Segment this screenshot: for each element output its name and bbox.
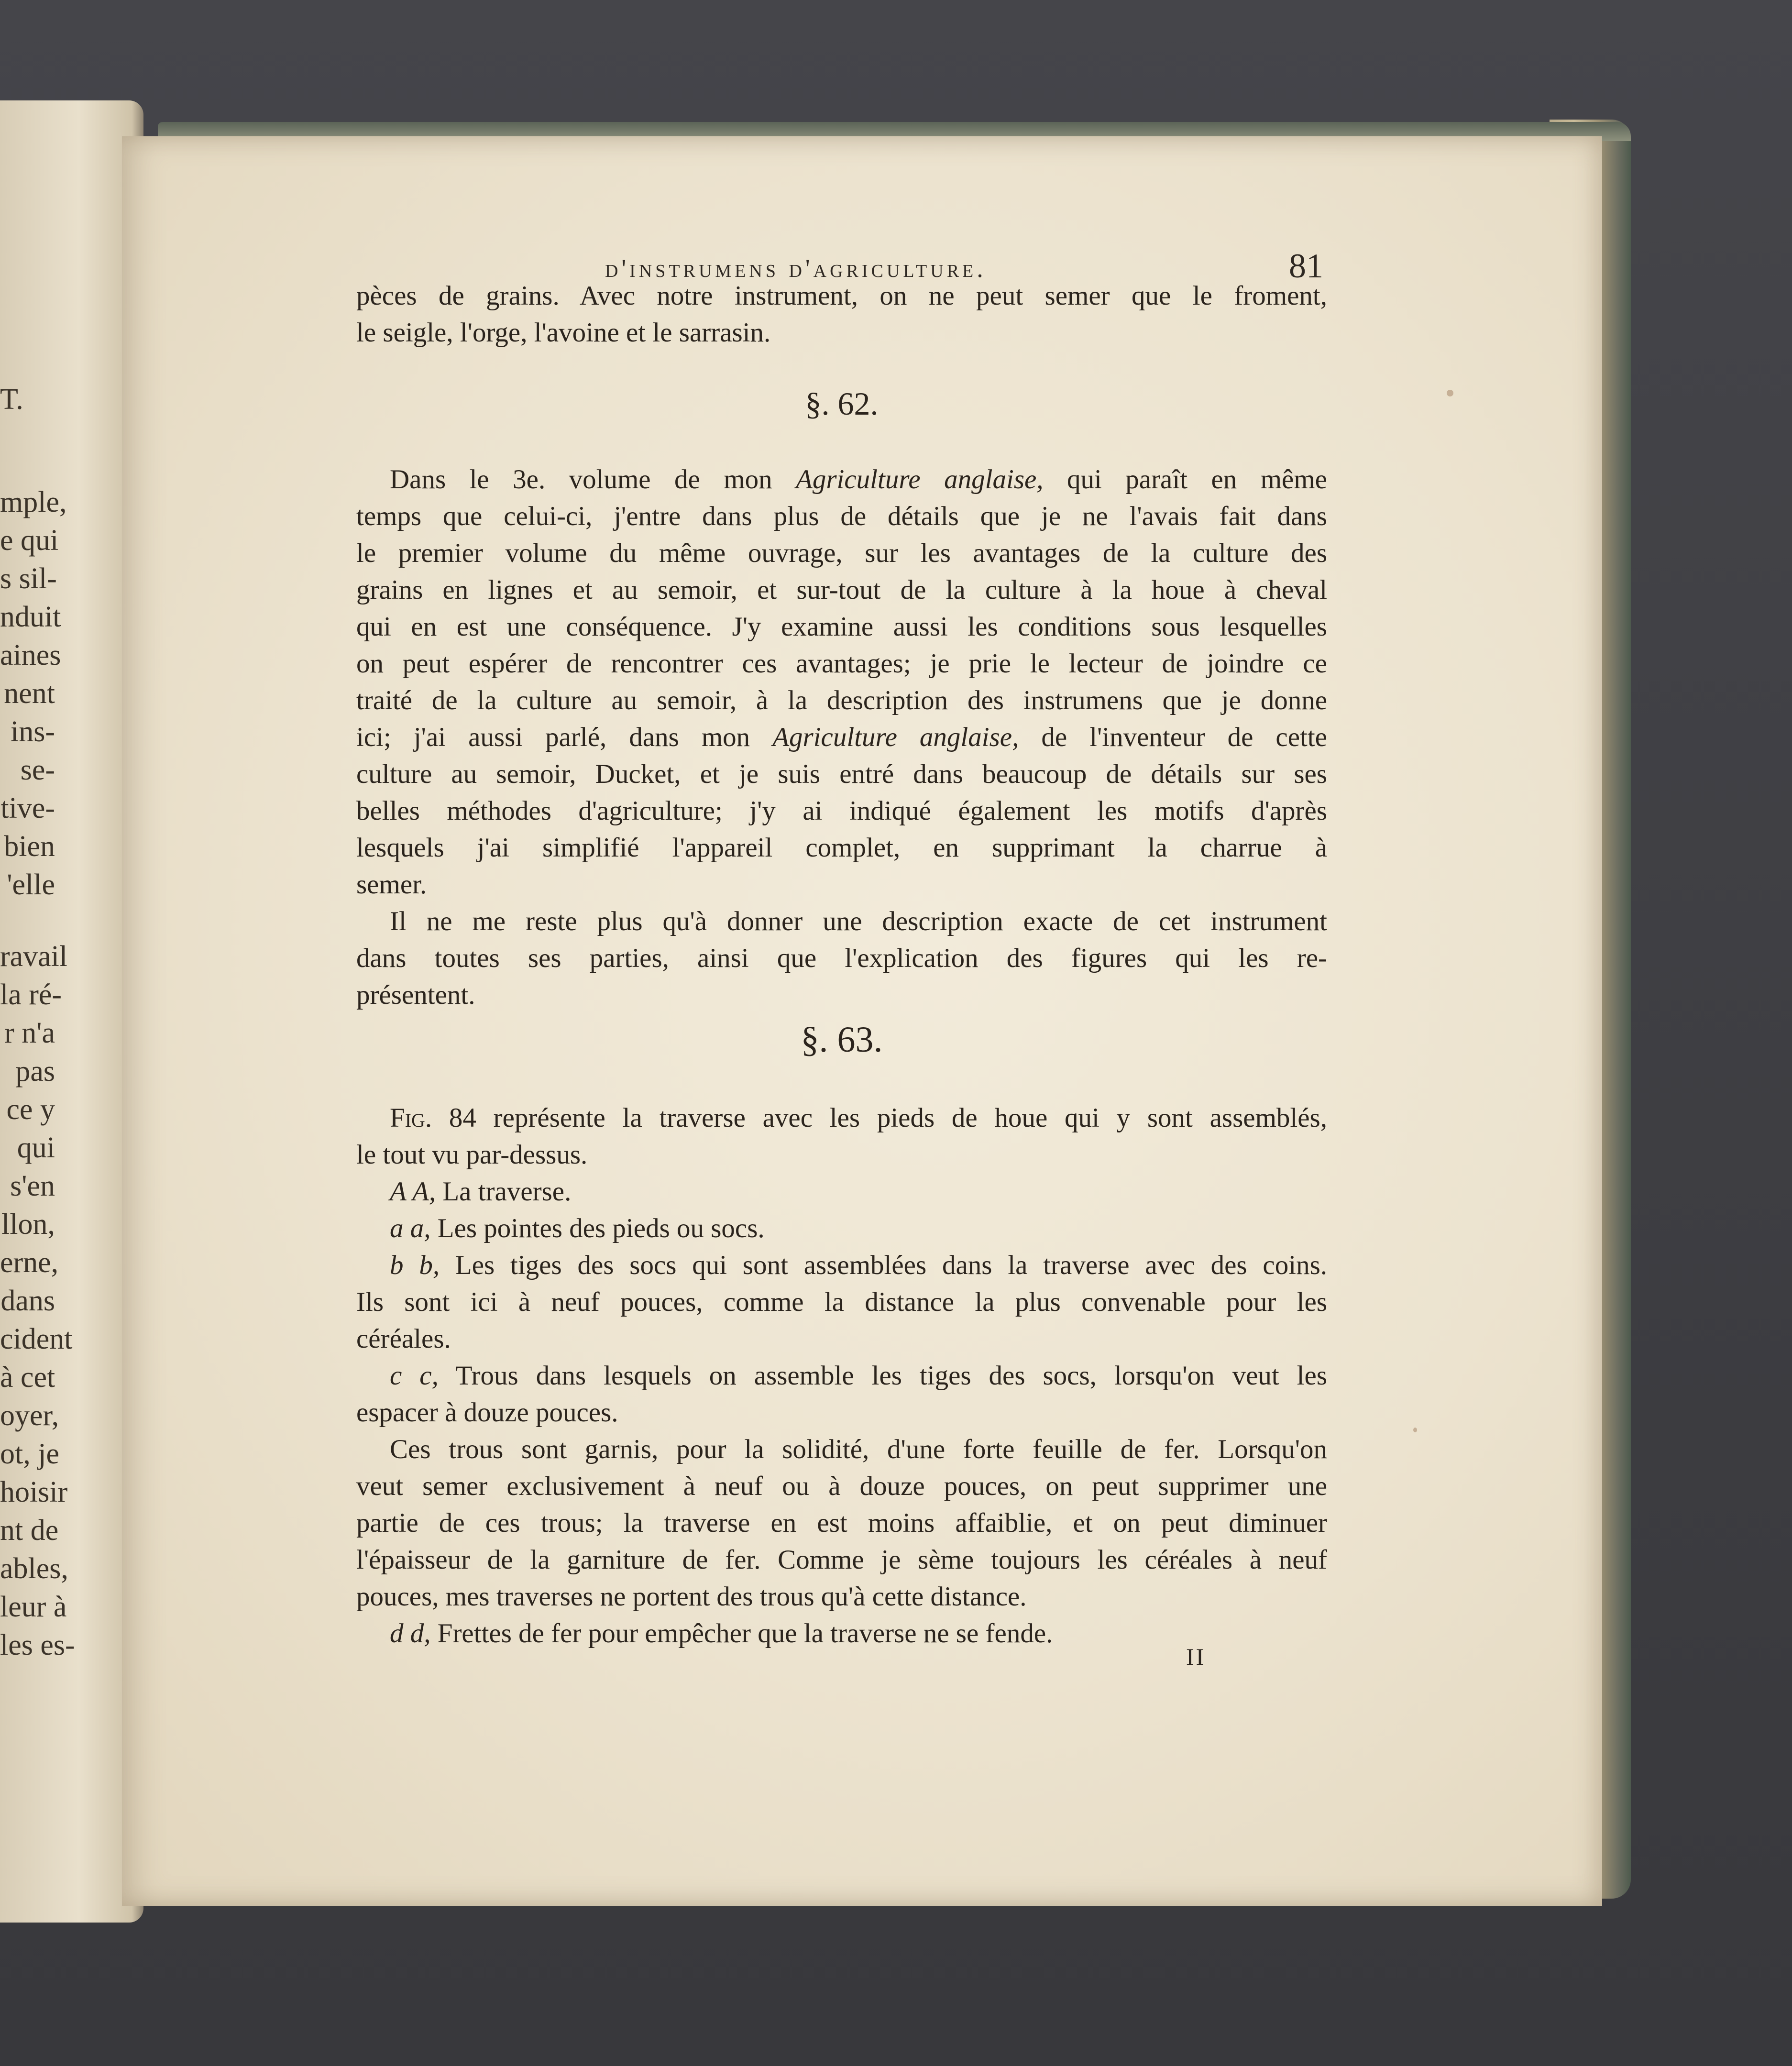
text-line: ici; j'ai aussi parlé, dans mon Agriculture anglaise, de l'inventeur de cette bbox=[356, 722, 1327, 752]
left-page-line: qui bbox=[17, 1132, 55, 1164]
left-page-line: r n'a bbox=[4, 1017, 55, 1049]
legend-item-a2: a a, Les pointes des pieds ou socs. bbox=[390, 1213, 765, 1243]
text-line: qui en est une conséquence. J'y examine aussi les conditions sous lesquelles bbox=[356, 612, 1327, 642]
section-heading-63: §. 63. bbox=[801, 1020, 883, 1060]
page-number: 81 bbox=[1289, 247, 1323, 285]
left-page-line: bien bbox=[4, 830, 55, 863]
left-page-line: ce y bbox=[6, 1093, 55, 1126]
left-page-line: 'elle bbox=[7, 868, 55, 901]
left-page-line: hoisir bbox=[0, 1476, 68, 1508]
running-head: d'instrumens d'agriculture. bbox=[605, 254, 987, 283]
left-page-line: leur à bbox=[0, 1591, 67, 1623]
section-heading-62: §. 62. bbox=[805, 385, 879, 422]
left-page-line: nt de bbox=[0, 1514, 59, 1547]
text-line: semer. bbox=[356, 869, 427, 900]
left-page-line: s sil- bbox=[0, 562, 57, 595]
left-page-line: oyer, bbox=[0, 1399, 59, 1432]
legend-item-cc: c c, Trous dans lesquels on assemble les tiges des socs, lorsqu'on veut les bbox=[390, 1361, 1328, 1391]
text-line: Dans le 3e. volume de mon Agriculture anglaise, qui paraît en même bbox=[390, 464, 1327, 495]
left-page-line: les es- bbox=[0, 1629, 75, 1661]
text-line: pèces de grains. Avec notre instrument, on ne peut semer que le froment, bbox=[356, 281, 1327, 311]
legend-item-bb: b b, Les tiges des socs qui sont assemblées dans la traverse avec des coins. bbox=[390, 1250, 1327, 1280]
text-line: présentent. bbox=[356, 980, 475, 1010]
text-line: pouces, mes traverses ne portent des trous qu'à cette distance. bbox=[356, 1582, 1027, 1612]
left-page-line: se- bbox=[20, 754, 55, 786]
text-line: Ces trous sont garnis, pour la solidité, d'une forte feuille de fer. Lorsqu'on bbox=[390, 1434, 1327, 1464]
text-line: grains en lignes et au semoir, et sur-tout de la culture à la houe à cheval bbox=[356, 575, 1327, 605]
left-page-line: e qui bbox=[0, 524, 59, 557]
text-line: l'épaisseur de la garniture de fer. Comme je sème toujours les céréales à neuf bbox=[356, 1545, 1327, 1575]
paper-speck bbox=[1413, 1428, 1417, 1432]
left-page-line: llon, bbox=[1, 1208, 55, 1241]
legend-item-aa: A A, La traverse. bbox=[390, 1176, 572, 1207]
figure-label: Fig. bbox=[390, 1103, 432, 1133]
text-line: espacer à douze pouces. bbox=[356, 1397, 618, 1428]
text-line: Fig. 84 représente la traverse avec les pieds de houe qui y sont assemblés, bbox=[390, 1103, 1327, 1133]
text-line: veut semer exclusivement à neuf ou à douze pouces, on peut supprimer une bbox=[356, 1471, 1327, 1501]
text-line: partie de ces trous; la traverse en est moins affaiblie, et on peut diminuer bbox=[356, 1508, 1327, 1538]
page-body bbox=[356, 277, 1327, 1652]
text-line: temps que celui-ci, j'entre dans plus de détails que je ne l'avais fait dans bbox=[356, 501, 1327, 531]
text-line: Il ne me reste plus qu'à donner une description exacte de cet instrument bbox=[390, 906, 1327, 936]
left-page-line: ables, bbox=[0, 1552, 68, 1585]
left-page-line: cident bbox=[0, 1323, 73, 1355]
left-page-line: mple, bbox=[0, 486, 67, 518]
left-page-line: aines bbox=[0, 639, 61, 671]
paper-speck bbox=[1447, 390, 1453, 396]
left-page-line: ins- bbox=[11, 715, 55, 748]
left-page-line: ravail bbox=[0, 940, 68, 973]
left-page-line: la ré- bbox=[0, 978, 62, 1011]
left-page-line: erne, bbox=[0, 1246, 59, 1279]
text-line: lesquels j'ai simplifié l'appareil complet, en supprimant la charrue à bbox=[356, 833, 1327, 863]
text-line: traité de la culture au semoir, à la description des instrumens que je donne bbox=[356, 685, 1327, 715]
left-page-line: tive- bbox=[0, 792, 55, 824]
text-line: on peut espérer de rencontrer ces avantages; je prie le lecteur de joindre ce bbox=[356, 648, 1327, 679]
legend-item-dd: d d, Frettes de fer pour empêcher que la traverse ne se fende. bbox=[390, 1618, 1053, 1648]
main-page bbox=[122, 136, 1602, 1906]
text-line: dans toutes ses parties, ainsi que l'explication des figures qui les re- bbox=[356, 943, 1327, 973]
text-line: céréales. bbox=[356, 1324, 451, 1354]
text-line: le premier volume du même ouvrage, sur les avantages de la culture des bbox=[356, 538, 1327, 568]
signature-mark: II bbox=[1186, 1643, 1206, 1670]
text-line: Ils sont ici à neuf pouces, comme la distance la plus convenable pour les bbox=[356, 1287, 1327, 1317]
left-page-line: à cet bbox=[0, 1361, 55, 1394]
text-line: belles méthodes d'agriculture; j'y ai indiqué également les motifs d'après bbox=[356, 796, 1327, 826]
left-page-line: ot, je bbox=[0, 1438, 59, 1470]
left-page-line: pas bbox=[15, 1055, 55, 1088]
italic-title: Agriculture anglaise, bbox=[796, 464, 1044, 495]
left-page-line: nent bbox=[4, 677, 55, 710]
left-page-line: s'en bbox=[10, 1170, 55, 1202]
italic-title: Agriculture anglaise, bbox=[772, 722, 1019, 752]
left-page-line: nduit bbox=[0, 601, 61, 633]
left-page-line: dans bbox=[0, 1285, 55, 1317]
text-line: culture au semoir, Ducket, et je suis entré dans beaucoup de détails sur ses bbox=[356, 759, 1327, 789]
text-line: le seigle, l'orge, l'avoine et le sarrasin. bbox=[356, 318, 771, 348]
text-line: le tout vu par-dessus. bbox=[356, 1140, 588, 1170]
left-page-letter: T. bbox=[0, 383, 23, 416]
